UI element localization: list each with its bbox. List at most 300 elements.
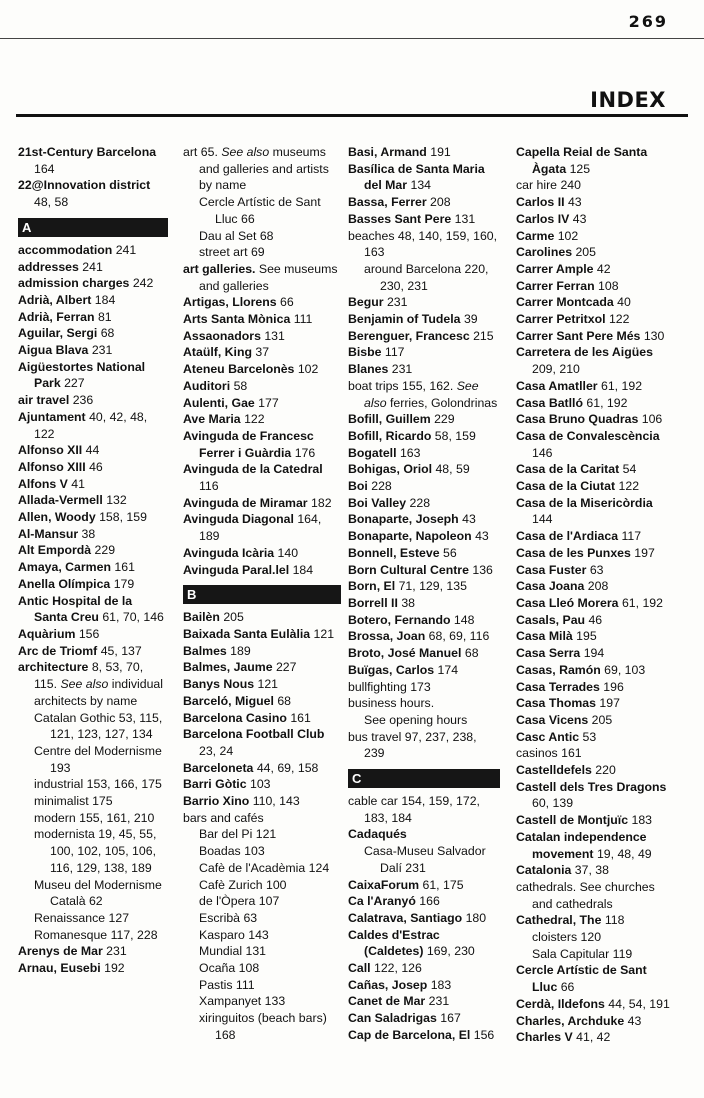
index-column-3 xyxy=(348,144,500,1044)
page-refs: 43 xyxy=(627,1013,642,1028)
page-refs: 121 xyxy=(257,677,279,692)
page-refs: 153, 166, 175 xyxy=(86,777,162,792)
entry-term: Kasparo xyxy=(199,927,245,942)
page-refs: 63 xyxy=(589,562,604,577)
entry-term: Brossa, Joan xyxy=(348,629,426,644)
page-refs: 44, 54, 191 xyxy=(608,996,670,1011)
entry-term: Alfons V xyxy=(18,476,68,491)
index-subentry xyxy=(183,977,341,994)
page-refs: 44, 69, 158 xyxy=(256,760,319,775)
index-subentry xyxy=(183,943,341,960)
page-refs: 140 xyxy=(277,545,299,560)
page-refs: 56 xyxy=(443,545,457,560)
index-subentry xyxy=(183,826,341,843)
entry-term: Born Cultural Centre xyxy=(348,562,469,577)
page-refs: 44 xyxy=(85,443,100,458)
page-refs: 133 xyxy=(264,994,286,1009)
entry-term: Aguilar, Sergi xyxy=(18,326,98,341)
page-refs: 108 xyxy=(598,278,619,293)
entry-term: Cercle Artístic de Sant Lluc xyxy=(516,963,647,995)
page-number: 269 xyxy=(628,12,668,31)
entry-term: Casa de la Misericòrdia xyxy=(516,495,653,510)
index-entry xyxy=(516,912,671,929)
index-entry xyxy=(183,361,341,378)
entry-term: Casa-Museu Salvador Dalí xyxy=(364,844,486,875)
entry-term: 22@Innovation district xyxy=(18,178,151,193)
page-refs: 163 xyxy=(399,445,421,460)
index-entry xyxy=(183,511,341,544)
entry-term: minimalist xyxy=(34,794,89,809)
entry-term: Sala Capitular xyxy=(532,946,610,961)
index-entry xyxy=(18,292,168,309)
entry-term: Adrià, Albert xyxy=(18,292,92,307)
entry-term: Arts Santa Mònica xyxy=(183,312,291,327)
page-refs: 161 xyxy=(290,710,311,725)
page-refs: 231 xyxy=(91,343,113,358)
entry-term: Alfonso XIII xyxy=(18,459,86,474)
page-refs: 228 xyxy=(409,495,431,510)
index-entry xyxy=(348,478,500,495)
title-rule xyxy=(16,114,688,117)
page-refs: 155, 162. xyxy=(402,378,454,393)
entry-term: bullfighting xyxy=(348,679,407,694)
page-refs: 122 xyxy=(608,312,630,327)
page-refs: 60, 139 xyxy=(532,796,574,811)
index-entry xyxy=(183,294,341,311)
page-refs: 119 xyxy=(612,946,633,961)
index-entry xyxy=(183,411,341,428)
index-entry xyxy=(516,578,671,595)
page-refs: 69 xyxy=(250,245,265,260)
cross-reference: individual architects by name xyxy=(34,677,164,708)
index-column-1 xyxy=(18,144,168,977)
page-refs: 148 xyxy=(453,612,475,627)
page-refs: 197 xyxy=(634,545,655,560)
index-subentry xyxy=(183,893,341,910)
entry-term: modernista xyxy=(34,827,95,842)
index-entry xyxy=(18,275,168,292)
index-entry xyxy=(183,793,341,810)
entry-term: Carrer Ample xyxy=(516,261,594,276)
index-entry xyxy=(348,228,500,261)
page-refs: 38 xyxy=(81,526,96,541)
entry-term: Bar del Pi xyxy=(199,827,253,842)
index-entry xyxy=(18,960,168,977)
entry-term: Carme xyxy=(516,228,555,243)
entry-term: Arc de Triomf xyxy=(18,643,98,658)
page-refs: 177 xyxy=(258,395,279,410)
entry-term: Cafè Zurich xyxy=(199,877,263,892)
index-entry xyxy=(516,695,671,712)
page-refs: 173 xyxy=(410,679,431,694)
entry-term: de l'Òpera xyxy=(199,894,256,909)
index-subentry xyxy=(183,877,341,894)
entry-term: Casa de l'Ardiaca xyxy=(516,529,619,544)
index-subentry xyxy=(516,929,671,946)
entry-term: Aigüestortes National Park xyxy=(18,359,146,391)
entry-term: Boi xyxy=(348,479,368,494)
page-refs: 23, 24 xyxy=(199,743,234,758)
entry-term: Charles V xyxy=(516,1030,573,1045)
entry-term: Ocaña xyxy=(199,961,236,976)
index-entry xyxy=(516,194,671,211)
entry-term: industrial xyxy=(34,777,84,792)
entry-term: Buïgas, Carlos xyxy=(348,662,435,677)
index-entry xyxy=(516,862,671,879)
index-entry xyxy=(183,609,341,626)
index-subentry xyxy=(348,261,500,294)
index-subentry xyxy=(18,776,168,793)
entry-term: Auditori xyxy=(183,378,231,393)
index-subentry xyxy=(18,927,168,944)
entry-term: Avinguda de Miramar xyxy=(183,495,308,510)
index-entry xyxy=(348,679,500,696)
entry-term: Barri Gòtic xyxy=(183,777,247,792)
page-refs: 205 xyxy=(575,245,596,260)
index-entry xyxy=(183,261,341,294)
index-entry xyxy=(348,910,500,927)
entry-term: Casals, Pau xyxy=(516,612,586,627)
index-entry xyxy=(348,927,500,960)
page-refs: 108 xyxy=(238,961,260,976)
entry-term: 21st-Century Barcelona xyxy=(18,145,157,159)
index-entry xyxy=(183,495,341,512)
index-entry xyxy=(516,528,671,545)
page-refs: 180 xyxy=(465,910,487,925)
entry-term: Basi, Armand xyxy=(348,145,427,159)
entry-term: Catalonia xyxy=(516,863,572,878)
entry-term: Cap de Barcelona, El xyxy=(348,1027,471,1042)
entry-term: Allada-Vermell xyxy=(18,493,103,508)
index-entry xyxy=(183,562,341,579)
entry-term: Bonaparte, Napoleon xyxy=(348,529,472,544)
index-entry xyxy=(348,562,500,579)
index-subentry xyxy=(183,927,341,944)
index-entry xyxy=(18,459,168,476)
entry-term: Arnau, Eusebi xyxy=(18,961,101,976)
page-refs: 66 xyxy=(240,211,255,226)
page-refs: 144 xyxy=(532,512,553,527)
page-refs: 58 xyxy=(233,378,248,393)
page-refs: 161 xyxy=(114,560,135,575)
index-entry xyxy=(18,526,168,543)
entry-term: Bogatell xyxy=(348,445,397,460)
page-refs: 121 xyxy=(255,827,277,842)
entry-term: Barrio Xino xyxy=(183,794,250,809)
entry-term: Bonnell, Esteve xyxy=(348,545,440,560)
entry-term: xiringuitos (beach bars) xyxy=(199,1011,327,1026)
entry-term: Can Saladrigas xyxy=(348,1011,437,1026)
index-entry xyxy=(348,578,500,595)
entry-term: Xampanyet xyxy=(199,994,262,1009)
index-entry xyxy=(348,328,500,345)
index-entry xyxy=(348,445,500,462)
index-entry xyxy=(516,1029,671,1046)
index-entry xyxy=(18,943,168,960)
page-refs: 68 xyxy=(277,693,291,708)
entry-term: Arenys de Mar xyxy=(18,944,103,959)
page-refs: 66 xyxy=(560,980,575,995)
entry-term: Cadaqués xyxy=(348,827,407,842)
page-refs: 215 xyxy=(473,328,494,343)
page-refs: 241 xyxy=(82,259,103,274)
page-refs: 69, 103 xyxy=(604,662,646,677)
page-refs: 231 xyxy=(106,944,127,959)
page-refs: 195 xyxy=(576,629,597,644)
page-refs: 236 xyxy=(72,393,94,408)
entry-term: Castell de Montjuïc xyxy=(516,813,629,828)
index-entry xyxy=(348,595,500,612)
page-refs: 189 xyxy=(230,643,251,658)
entry-term: CaixaForum xyxy=(348,877,420,892)
entry-term: Casc Antic xyxy=(516,729,580,744)
index-subentry xyxy=(18,743,168,776)
index-entry xyxy=(516,478,671,495)
entry-term: Bonaparte, Joseph xyxy=(348,512,459,527)
page-refs: 40, 42, 48, 122 xyxy=(34,409,148,441)
page-refs: 48, 59 xyxy=(435,462,470,477)
index-entry xyxy=(516,244,671,261)
index-entry xyxy=(348,695,500,712)
entry-term: Avinguda de Francesc Ferrer i Guàrdia xyxy=(183,428,314,460)
index-entry xyxy=(18,509,168,526)
index-entry xyxy=(348,893,500,910)
page-refs: 205 xyxy=(591,712,613,727)
index-subentry xyxy=(18,877,168,910)
index-entry xyxy=(18,442,168,459)
index-entry xyxy=(348,826,500,843)
entry-term: architecture xyxy=(18,660,89,675)
page-refs: 111 xyxy=(293,312,313,327)
index-entry xyxy=(348,144,500,161)
entry-term: modern xyxy=(34,810,76,825)
index-entry xyxy=(348,528,500,545)
index-subentry xyxy=(18,826,168,876)
page-refs: 176 xyxy=(294,445,316,460)
page-refs: 154, 159, 172, 183, 184 xyxy=(364,794,480,825)
page-refs: 39 xyxy=(463,312,478,327)
page-refs: 196 xyxy=(603,679,624,694)
entry-term: Bailèn xyxy=(183,610,220,625)
entry-term: Carlos II xyxy=(516,195,565,210)
index-entry xyxy=(516,344,671,377)
entry-term: Bofill, Guillem xyxy=(348,412,431,427)
entry-term: art galleries. xyxy=(183,261,256,276)
entry-term: Avinguda Icària xyxy=(183,545,275,560)
entry-term: Casa Joana xyxy=(516,579,585,594)
page-refs: 43 xyxy=(475,529,489,544)
header-rule xyxy=(0,38,704,39)
page-refs: 46 xyxy=(588,612,603,627)
entry-term: Casa Batlló xyxy=(516,395,583,410)
index-entry xyxy=(516,962,671,995)
page-refs: 220 xyxy=(595,763,616,778)
page-refs: 231 xyxy=(405,860,426,875)
entry-term: Capella Reial de Santa Àgata xyxy=(516,145,648,176)
page-refs: 240 xyxy=(560,178,581,193)
index-subentry xyxy=(183,910,341,927)
index-entry xyxy=(18,626,168,643)
entry-term: Born, El xyxy=(348,579,396,594)
page-refs: 61, 192 xyxy=(601,378,643,393)
entry-term: street art xyxy=(199,245,248,260)
page-refs: 46 xyxy=(89,459,103,474)
index-entry xyxy=(516,428,671,461)
page-refs: 8, 53, 70, 115. xyxy=(34,660,144,692)
page-refs: 48, 140, 159, 160, 163 xyxy=(364,228,498,260)
index-entry xyxy=(348,612,500,629)
page-refs: 19, 45, 55, 100, 102, 105, 106, 116, 129, 138, 189 xyxy=(50,827,157,875)
entry-term: Allen, Woody xyxy=(18,510,96,525)
index-entry xyxy=(183,344,341,361)
index-entry xyxy=(516,645,671,662)
entry-term: Charles, Archduke xyxy=(516,1013,625,1028)
entry-term: Casa de la Caritat xyxy=(516,462,620,477)
entry-term: business hours. xyxy=(348,696,435,711)
entry-term: Centre del Modernisme xyxy=(34,743,162,758)
index-subentry xyxy=(183,194,341,227)
page-refs: 208 xyxy=(587,579,609,594)
index-entry xyxy=(348,194,500,211)
index-subentry xyxy=(183,993,341,1010)
page-refs: 166 xyxy=(419,894,440,909)
page-refs: 158, 159 xyxy=(99,510,147,525)
entry-term: Mundial xyxy=(199,944,243,959)
entry-term: Carrer Sant Pere Més xyxy=(516,328,641,343)
index-entry xyxy=(18,259,168,276)
page-refs: 71, 129, 135 xyxy=(398,579,467,594)
page-refs: 127 xyxy=(108,910,130,925)
index-entry xyxy=(18,643,168,660)
entry-term: Pastis xyxy=(199,977,233,992)
index-entry xyxy=(516,411,671,428)
index-entry xyxy=(348,960,500,977)
entry-term: Carrer Petritxol xyxy=(516,312,606,327)
page-refs: 58, 159 xyxy=(434,428,476,443)
page-refs: 120 xyxy=(580,930,602,945)
entry-term: Cafè de l'Acadèmia xyxy=(199,860,306,875)
index-entry xyxy=(183,726,341,759)
letter-heading: C xyxy=(348,769,500,788)
index-entry xyxy=(516,495,671,528)
index-entry xyxy=(516,829,671,862)
index-entry xyxy=(18,359,168,392)
page-refs: 175 xyxy=(92,794,113,809)
index-entry xyxy=(183,311,341,328)
index-entry xyxy=(18,476,168,493)
entry-term: Broto, José Manuel xyxy=(348,646,462,661)
entry-term: Alfonso XII xyxy=(18,443,83,458)
index-entry xyxy=(348,161,500,194)
entry-term: Antic Hospital de la Santa Creu xyxy=(18,593,133,625)
page-refs: 53 xyxy=(582,729,597,744)
index-entry xyxy=(516,144,671,177)
entry-term: Catalan Gothic xyxy=(34,710,116,725)
index-entry xyxy=(516,712,671,729)
index-entry xyxy=(18,325,168,342)
page-refs: 169, 230 xyxy=(426,944,475,959)
index-entry xyxy=(18,559,168,576)
entry-term: Boi Valley xyxy=(348,495,407,510)
index-entry xyxy=(183,461,341,494)
index-subentry xyxy=(18,810,168,827)
index-entry xyxy=(348,311,500,328)
index-entry xyxy=(348,877,500,894)
entry-term: Castell dels Tres Dragons xyxy=(516,779,667,794)
entry-term: Avinguda Diagonal xyxy=(183,512,294,527)
entry-term: Casas, Ramón xyxy=(516,662,601,677)
page-refs: 107 xyxy=(258,894,280,909)
entry-term: Anella Olímpica xyxy=(18,576,111,591)
entry-term: Calatrava, Santiago xyxy=(348,910,463,925)
page-refs: 227 xyxy=(64,376,85,391)
page-refs: 231 xyxy=(386,295,408,310)
page-refs: 164, 189 xyxy=(199,512,322,544)
page-refs: 41 xyxy=(71,476,85,491)
entry-term: See opening hours xyxy=(364,712,468,727)
page-refs: 53, 115, 121, 123, 127, 134 xyxy=(50,710,163,742)
index-entry xyxy=(516,745,671,762)
entry-term: Artigas, Llorens xyxy=(183,295,277,310)
entry-term: Ave Maria xyxy=(183,412,241,427)
index-entry xyxy=(348,361,500,378)
index-entry xyxy=(348,344,500,361)
index-entry xyxy=(183,328,341,345)
index-entry xyxy=(516,1013,671,1030)
entry-term: Botero, Fernando xyxy=(348,612,451,627)
page-refs: 54 xyxy=(622,462,637,477)
page-refs: 122 xyxy=(618,479,640,494)
entry-term: Casa Milà xyxy=(516,629,573,644)
page-refs: 97, 237, 238, 239 xyxy=(364,729,477,761)
cross-reference: See churches and cathedrals xyxy=(532,879,655,911)
index-entry xyxy=(348,993,500,1010)
entry-term: Casa de les Punxes xyxy=(516,545,631,560)
entry-term: Carolines xyxy=(516,245,573,260)
index-entry xyxy=(516,762,671,779)
page-refs: 117 xyxy=(621,529,642,544)
index-entry xyxy=(183,659,341,676)
entry-term: beaches xyxy=(348,228,395,243)
page-refs: 242 xyxy=(132,276,154,291)
entry-term: Balmes xyxy=(183,643,227,658)
entry-term: Museu del Modernisme Català xyxy=(34,877,162,909)
page-refs: 122 xyxy=(244,412,265,427)
entry-term: Dau al Set xyxy=(199,228,257,243)
page-refs: 136 xyxy=(472,562,493,577)
page-refs: 197 xyxy=(599,696,620,711)
page-refs: 122, 126 xyxy=(373,961,422,976)
entry-term: Boadas xyxy=(199,844,241,859)
index-entry xyxy=(516,779,671,812)
index-entry xyxy=(183,643,341,660)
page-refs: 184 xyxy=(292,562,314,577)
index-entry xyxy=(18,342,168,359)
page-refs: 68, 69, 116 xyxy=(428,629,490,644)
entry-term: Avinguda de la Catedral xyxy=(183,462,323,477)
entry-term: Balmes, Jaume xyxy=(183,660,273,675)
index-entry xyxy=(348,729,500,762)
index-entry xyxy=(183,626,341,643)
page-refs: 117, 228 xyxy=(110,927,158,942)
entry-term: Berenguer, Francesc xyxy=(348,328,470,343)
index-entry xyxy=(183,545,341,562)
entry-term: Casa Terrades xyxy=(516,679,600,694)
entry-term: Cañas, Josep xyxy=(348,977,428,992)
page-refs: 130 xyxy=(643,328,665,343)
entry-term: around Barcelona xyxy=(364,261,462,276)
page-refs: 192 xyxy=(104,961,125,976)
